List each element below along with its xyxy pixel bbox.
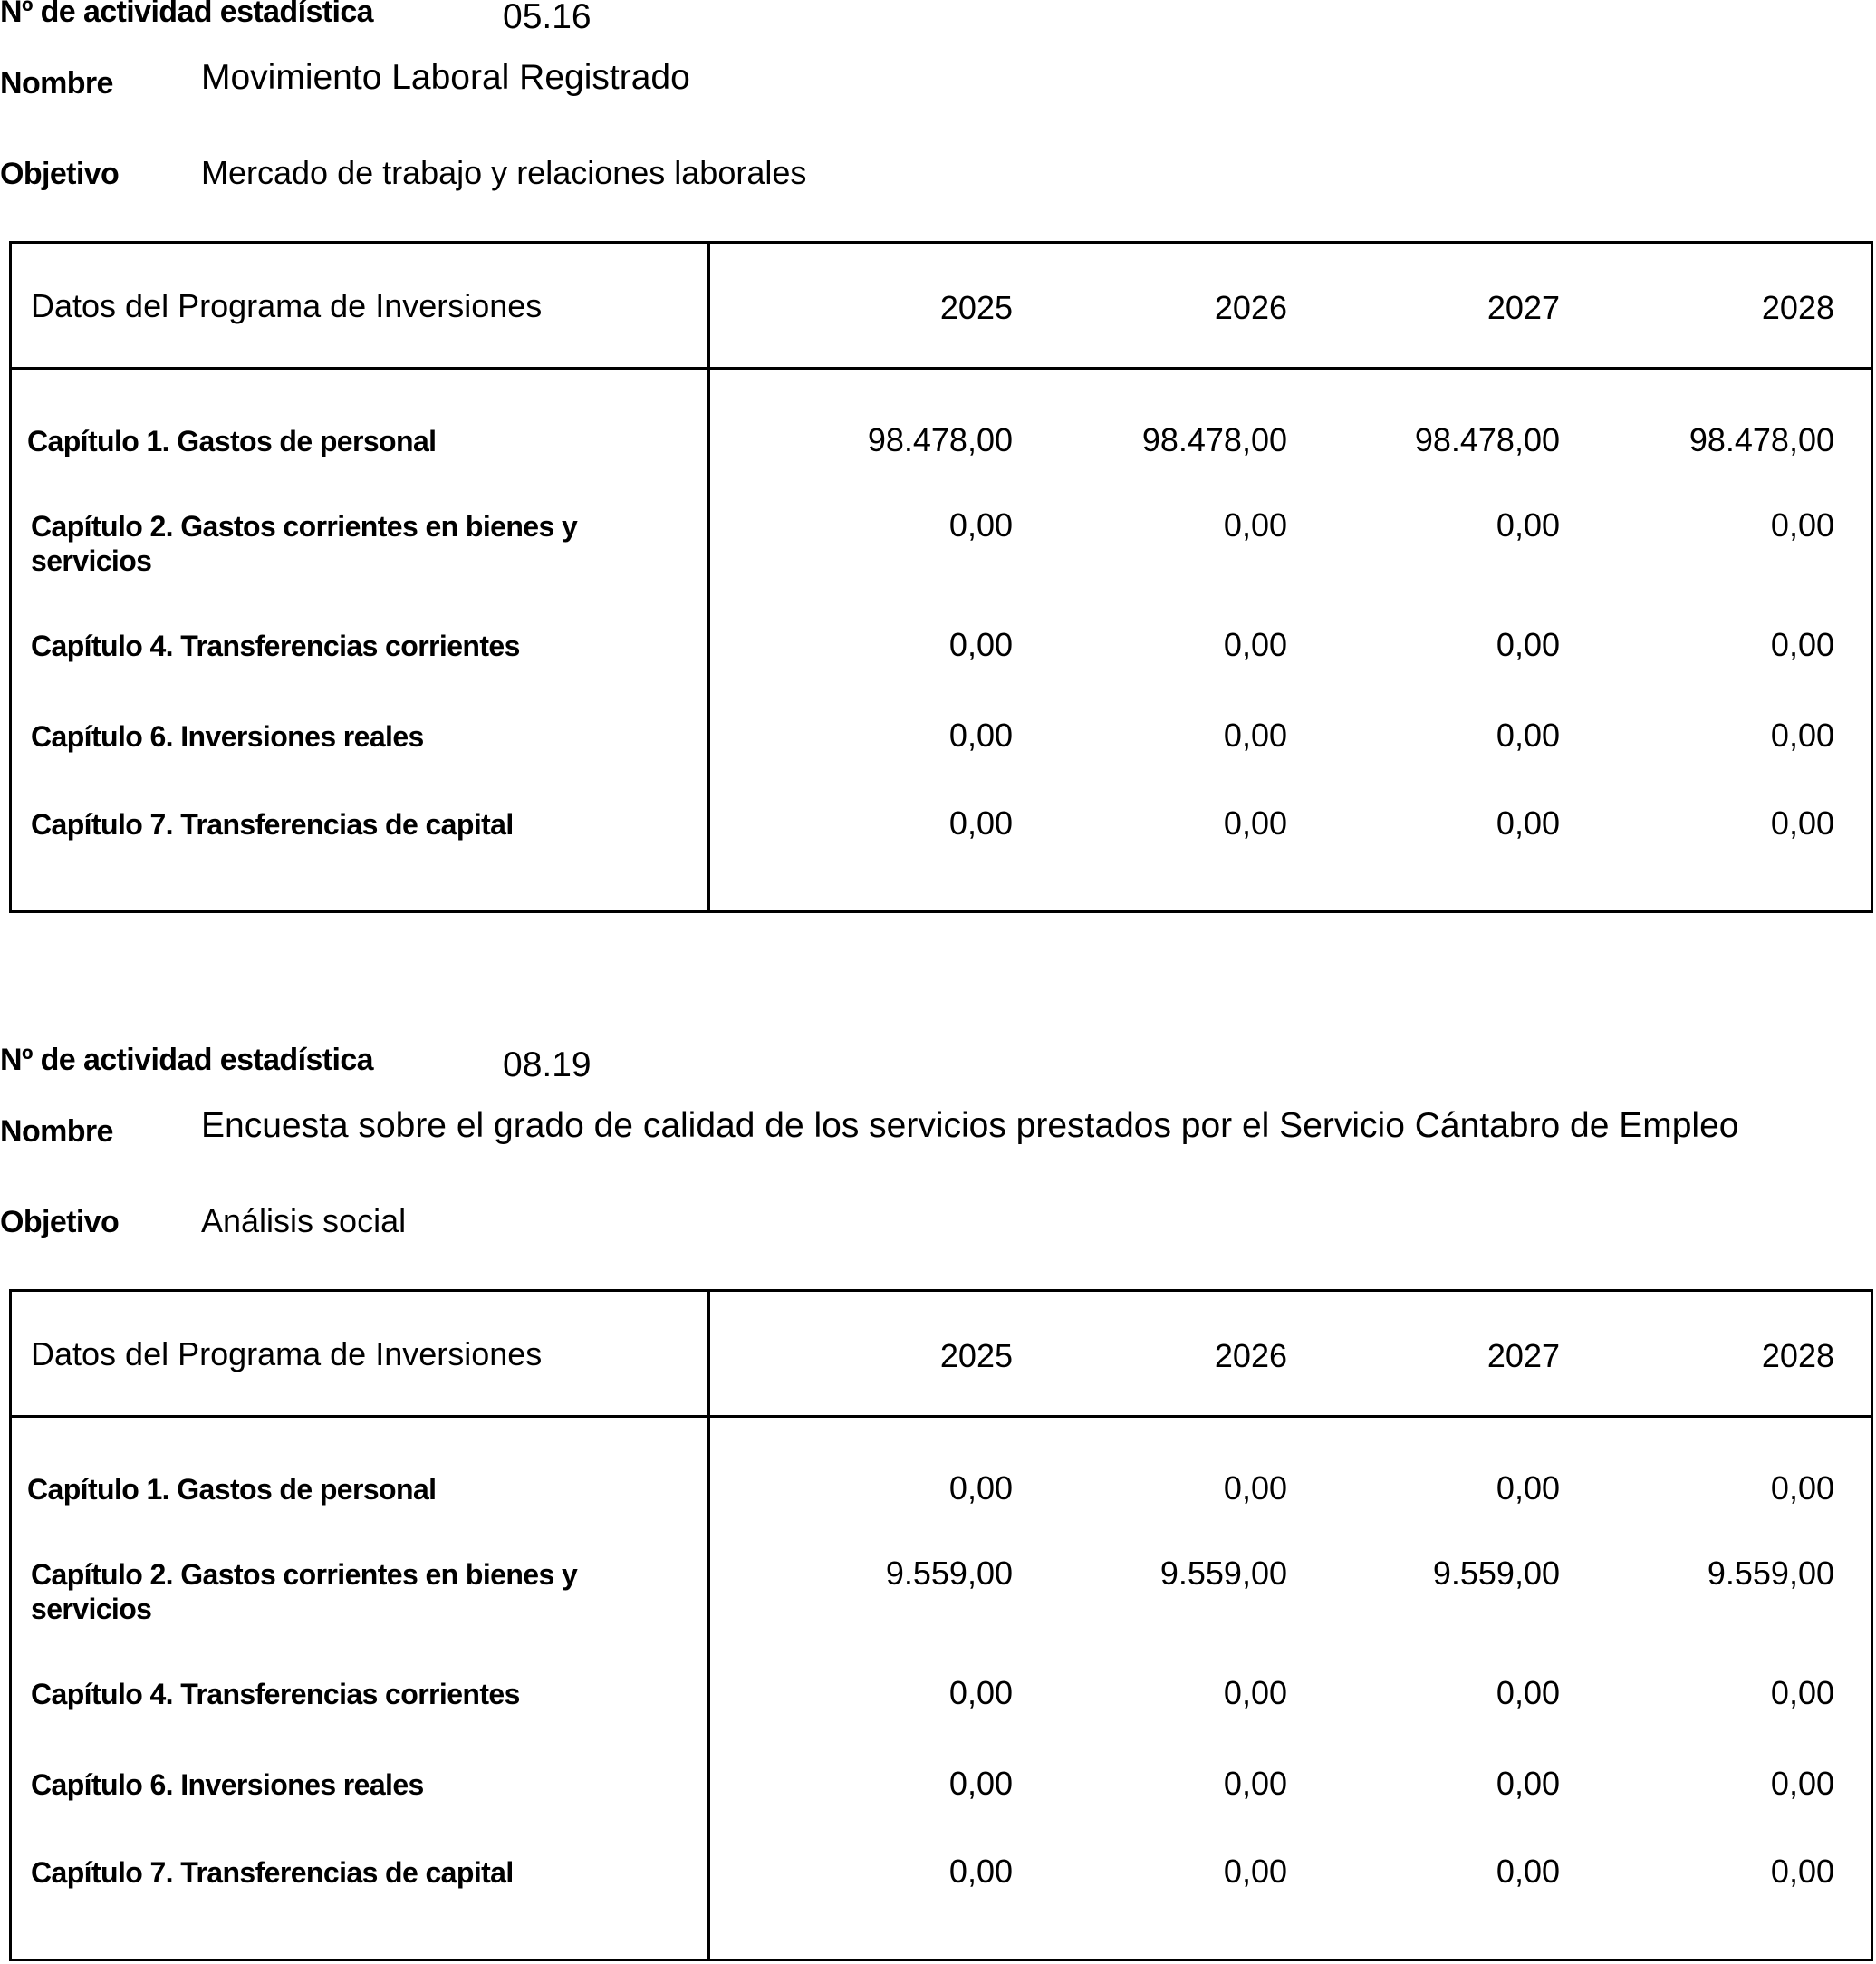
row-label-capitulo-7: Capítulo 7. Transferencias de capital [31, 1856, 514, 1889]
year-header: 2026 [1214, 1337, 1287, 1374]
table-cell: 0,00 [1223, 804, 1287, 842]
objective-label: Objetivo [0, 1205, 120, 1239]
table-cell: 98.478,00 [867, 421, 1013, 458]
year-header: 2027 [1486, 289, 1560, 326]
table-cell: 0,00 [1223, 506, 1287, 544]
table-cell: 0,00 [1496, 1674, 1560, 1711]
table-divider-vertical [707, 244, 710, 910]
table-cell: 0,00 [948, 1469, 1013, 1507]
row-label-capitulo-1: Capítulo 1. Gastos de personal [27, 425, 437, 457]
year-header: 2028 [1761, 289, 1834, 326]
table-cell: 9.559,00 [1707, 1555, 1834, 1592]
investment-table [9, 241, 1873, 913]
table-cell: 0,00 [948, 1853, 1013, 1890]
year-header: 2027 [1486, 1337, 1560, 1374]
table-cell: 0,00 [1496, 1853, 1560, 1890]
table-cell: 0,00 [948, 804, 1013, 842]
year-header: 2026 [1214, 289, 1287, 326]
table-cell: 98.478,00 [1688, 421, 1834, 458]
table-cell: 0,00 [1496, 1765, 1560, 1802]
row-label-capitulo-2: Capítulo 2. Gastos corrientes en bienes y servicios [31, 1558, 578, 1625]
row-label-capitulo-4: Capítulo 4. Transferencias corrientes [31, 1678, 520, 1710]
table-cell: 0,00 [1770, 1674, 1834, 1711]
activity-number: 05.16 [503, 0, 592, 36]
table-cell: 98.478,00 [1414, 421, 1560, 458]
row-label-capitulo-4: Capítulo 4. Transferencias corrientes [31, 630, 520, 662]
table-cell: 9.559,00 [885, 1555, 1013, 1592]
activity-number-label: Nº de actividad estadística [0, 0, 373, 29]
table-cell: 0,00 [1223, 626, 1287, 663]
activity-number: 08.19 [503, 1045, 592, 1084]
activity-name: Encuesta sobre el grado de calidad de los servicios prestados por el Servicio Cántabro de Empleo [201, 1106, 1739, 1145]
table-cell: 0,00 [1770, 1765, 1834, 1802]
table-cell: 0,00 [1223, 1853, 1287, 1890]
table-divider-horizontal [12, 1415, 1871, 1418]
table-cell: 98.478,00 [1141, 421, 1287, 458]
activity-name: Movimiento Laboral Registrado [201, 58, 690, 97]
table-header-label: Datos del Programa de Inversiones [31, 1335, 543, 1372]
table-divider-vertical [707, 1292, 710, 1959]
table-divider-horizontal [12, 367, 1871, 370]
table-cell: 0,00 [1496, 1469, 1560, 1507]
table-cell: 0,00 [1770, 717, 1834, 754]
table-cell: 9.559,00 [1432, 1555, 1560, 1592]
year-header: 2025 [939, 1337, 1013, 1374]
table-header-label: Datos del Programa de Inversiones [31, 287, 543, 324]
row-label-capitulo-6: Capítulo 6. Inversiones reales [31, 720, 424, 753]
table-cell: 0,00 [1770, 804, 1834, 842]
table-cell: 0,00 [1496, 804, 1560, 842]
table-cell: 9.559,00 [1159, 1555, 1287, 1592]
table-cell: 0,00 [948, 626, 1013, 663]
row-label-capitulo-7: Capítulo 7. Transferencias de capital [31, 808, 514, 841]
table-cell: 0,00 [948, 1765, 1013, 1802]
table-cell: 0,00 [1223, 1674, 1287, 1711]
table-cell: 0,00 [1496, 717, 1560, 754]
table-cell: 0,00 [1496, 626, 1560, 663]
table-cell: 0,00 [1770, 1853, 1834, 1890]
row-label-capitulo-2: Capítulo 2. Gastos corrientes en bienes y servicios [31, 510, 578, 577]
row-label-capitulo-1: Capítulo 1. Gastos de personal [27, 1473, 437, 1506]
table-cell: 0,00 [1770, 506, 1834, 544]
table-cell: 0,00 [948, 717, 1013, 754]
activity-objective: Mercado de trabajo y relaciones laborales [201, 154, 807, 191]
table-cell: 0,00 [1496, 506, 1560, 544]
table-cell: 0,00 [1223, 717, 1287, 754]
table-cell: 0,00 [1223, 1765, 1287, 1802]
table-cell: 0,00 [1770, 626, 1834, 663]
name-label: Nombre [0, 66, 113, 101]
row-label-capitulo-6: Capítulo 6. Inversiones reales [31, 1768, 424, 1801]
table-cell: 0,00 [948, 1674, 1013, 1711]
activity-number-label: Nº de actividad estadística [0, 1043, 373, 1077]
year-header: 2028 [1761, 1337, 1834, 1374]
table-cell: 0,00 [948, 506, 1013, 544]
table-cell: 0,00 [1770, 1469, 1834, 1507]
name-label: Nombre [0, 1114, 113, 1149]
year-header: 2025 [939, 289, 1013, 326]
table-cell: 0,00 [1223, 1469, 1287, 1507]
activity-objective: Análisis social [201, 1202, 407, 1239]
investment-table [9, 1289, 1873, 1961]
objective-label: Objetivo [0, 157, 120, 191]
